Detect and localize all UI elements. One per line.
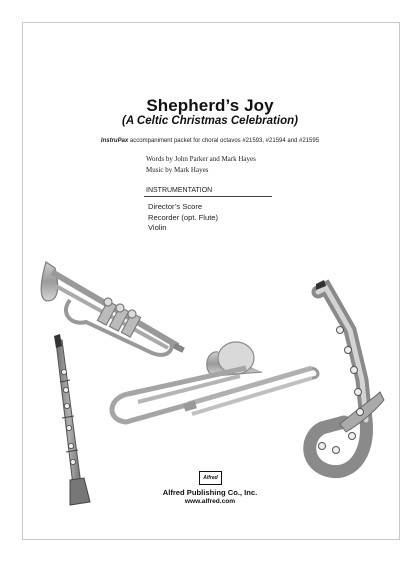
- packet-text: accompaniment packet for choral octavos #21593, #21594 and #21595: [128, 138, 320, 144]
- instrumentation-heading: INSTRUMENTATION: [146, 187, 213, 194]
- music-credit: Music by Mark Hayes: [146, 166, 209, 174]
- page-title: Shepherd’s Joy: [146, 96, 274, 115]
- trombone-icon: [112, 342, 318, 422]
- instrument-item: Director’s Score: [148, 202, 203, 211]
- instrument-item: Recorder (opt. Flute): [148, 212, 219, 222]
- page-subtitle: (A Celtic Christmas Celebration): [122, 115, 298, 127]
- instrument-item: Violin: [148, 223, 167, 233]
- clarinet-icon: [54, 334, 90, 505]
- saxophone-icon: [310, 280, 384, 472]
- words-credit: Words by John Parker and Mark Hayes: [146, 155, 256, 163]
- publisher-logo: Alfred: [199, 471, 222, 485]
- publisher-url: www.alfred.com: [184, 498, 236, 505]
- packet-brand: InstruPax: [100, 138, 129, 144]
- publisher-name: Alfred Publishing Co., Inc.: [162, 488, 258, 497]
